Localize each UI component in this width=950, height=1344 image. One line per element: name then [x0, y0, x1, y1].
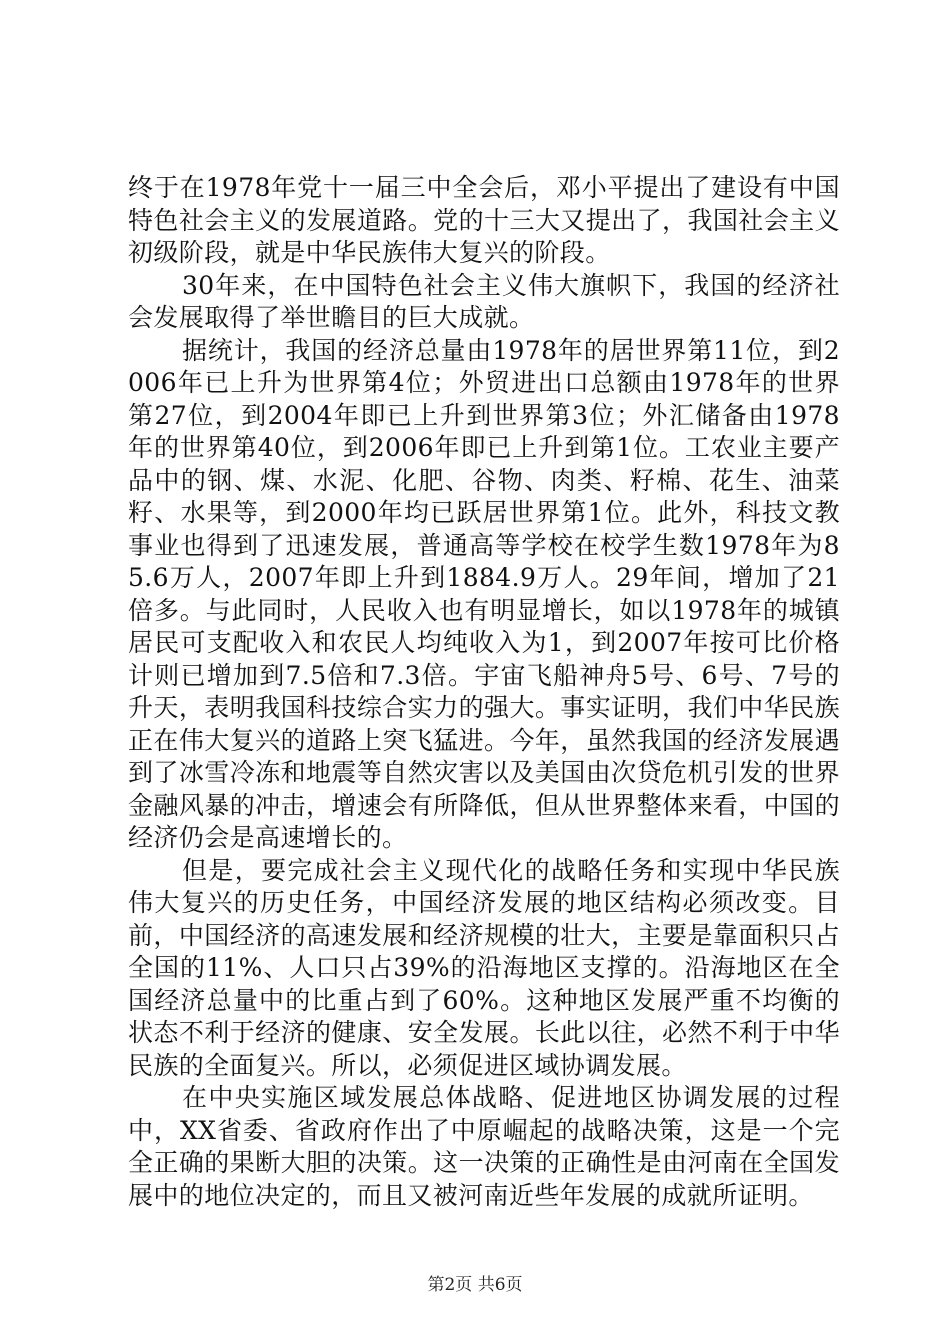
paragraph-5: 在中央实施区域发展总体战略、促进地区协调发展的过程中，XX省委、省政府作出了中原崛起的战略决策，这是一个完全正确的果断大胆的决策。这一决策的正确性是由河南在全国发展中的地位决定的，而且又被河南近些年发展的成就所证明。 — [128, 1083, 840, 1210]
paragraph-3: 据统计，我国的经济总量由1978年的居世界第11位，到2006年已上升为世界第4位；外贸进出口总额由1978年的世界第27位，到2004年即已上升到世界第3位；外汇储备由1978年的世界第40位，到2006年即已上升到第1位。工农业主要产品中的钢、煤、水泥、化肥、谷物、肉类、籽棉、花生、油菜籽、水果等，到2000年均已跃居世界第1位。此外，科技文教事业也得到了迅速发展，普通高等学校在校学生数1978年为85.6万人，2007年即上升到1884.9万人。29年间，增加了21倍多。与此同时，人民收入也有明显增长，如以1978年的城镇居民可支配收入和农民人均纯收入为1，到2007年按可比价格计则已增加到7.5倍和7.3倍。宇宙飞船神舟5号、6号、7号的升天，表明我国科技综合实力的强大。事实证明，我们中华民族正在伟大复兴的道路上突飞猛进。今年，虽然我国的经济发展遇到了冰雪冷冻和地震等自然灾害以及美国由次贷危机引发的世界金融风暴的冲击，增速会有所降低，但从世界整体来看，中国的经济仍会是高速增长的。 — [128, 335, 840, 852]
paragraph-1: 终于在1978年党十一届三中全会后，邓小平提出了建设有中国特色社会主义的发展道路。党的十三大又提出了，我国社会主义初级阶段，就是中华民族伟大复兴的阶段。 — [128, 173, 840, 267]
paragraph-4: 但是，要完成社会主义现代化的战略任务和实现中华民族伟大复兴的历史任务，中国经济发展的地区结构必须改变。目前，中国经济的高速发展和经济规模的壮大，主要是靠面积只占全国的11%、人口只占39%的沿海地区支撑的。沿海地区在全国经济总量中的比重占到了60%。这种地区发展严重不均衡的状态不利于经济的健康、安全发展。长此以往，必然不利于中华民族的全面复兴。所以，必须促进区域协调发展。 — [128, 855, 840, 1080]
document-body — [128, 172, 840, 1212]
paragraph-2: 30年来，在中国特色社会主义伟大旗帜下，我国的经济社会发展取得了举世瞻目的巨大成就。 — [128, 270, 840, 332]
page-number-footer: 第2页 共6页 — [427, 1275, 523, 1295]
